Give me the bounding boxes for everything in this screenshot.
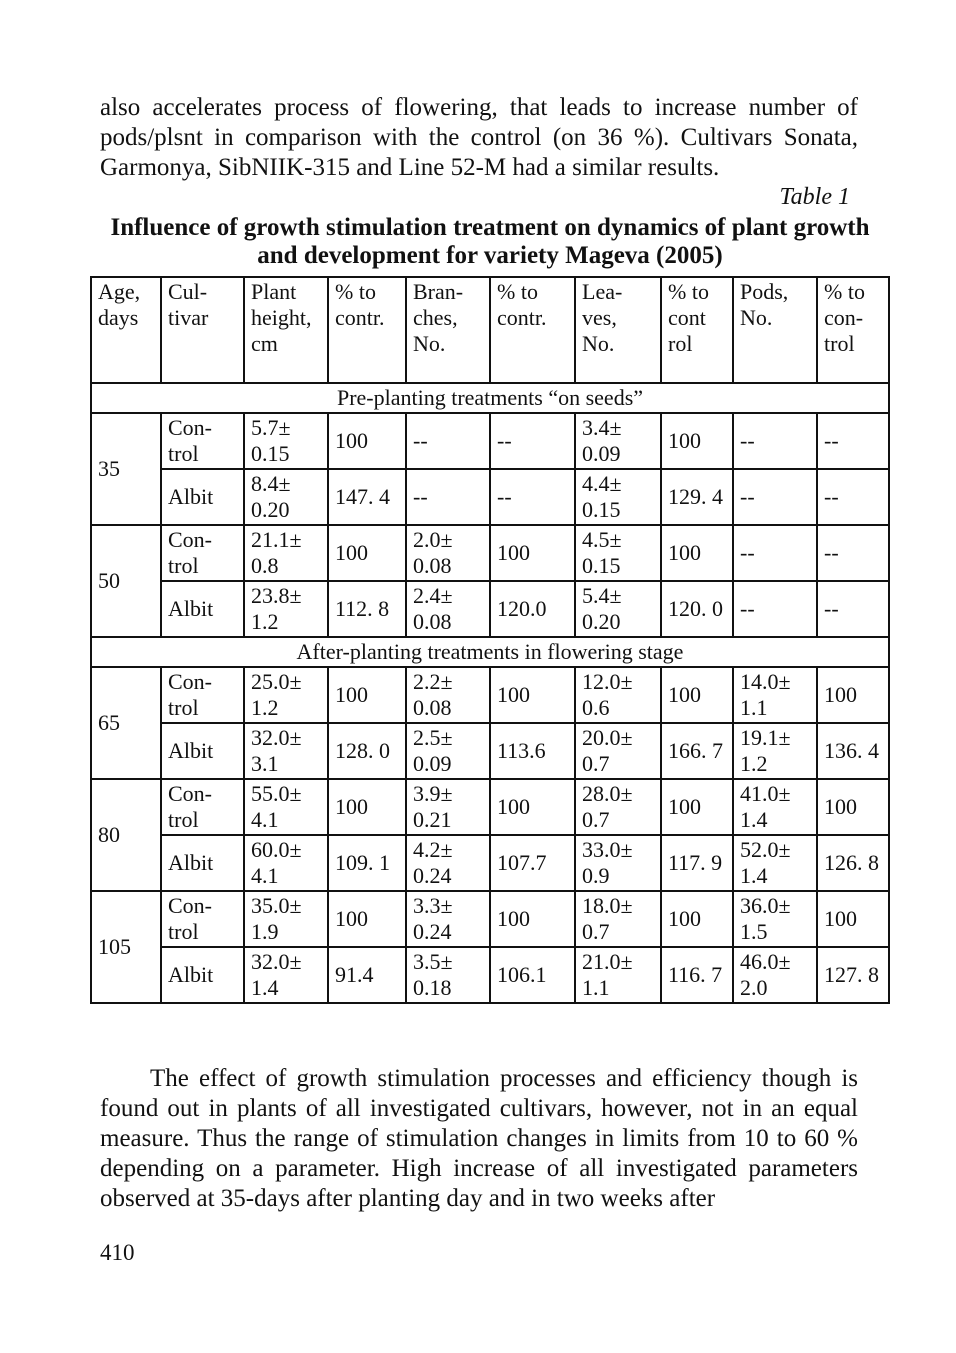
- cell-pods-pct: --: [817, 413, 889, 469]
- header-pods: Pods, No.: [733, 277, 817, 383]
- cell-branches-pct: 100: [490, 891, 575, 947]
- cell-branches: 2.4± 0.08: [406, 581, 490, 637]
- cell-age: 80: [91, 779, 161, 891]
- cell-cultivar: Albit: [161, 835, 244, 891]
- cell-pods-pct: --: [817, 525, 889, 581]
- cell-branches: 3.3± 0.24: [406, 891, 490, 947]
- cell-height-pct: 91.4: [328, 947, 406, 1003]
- cell-leaves-pct: 100: [661, 413, 733, 469]
- cell-branches: 2.5± 0.09: [406, 723, 490, 779]
- cell-leaves: 3.4± 0.09: [575, 413, 661, 469]
- cell-height: 23.8± 1.2: [244, 581, 328, 637]
- cell-pods-pct: --: [817, 581, 889, 637]
- cell-pods-pct: 100: [817, 667, 889, 723]
- cell-pods: 36.0± 1.5: [733, 891, 817, 947]
- cell-leaves: 4.5± 0.15: [575, 525, 661, 581]
- header-branches-pct: % to contr.: [490, 277, 575, 383]
- cell-leaves-pct: 100: [661, 667, 733, 723]
- cell-pods: 41.0± 1.4: [733, 779, 817, 835]
- cell-height: 55.0± 4.1: [244, 779, 328, 835]
- section-title: Pre-planting treatments “on seeds”: [91, 383, 889, 413]
- page-number: 410: [100, 1240, 135, 1265]
- cell-leaves: 21.0± 1.1: [575, 947, 661, 1003]
- cell-height-pct: 100: [328, 525, 406, 581]
- header-pods-pct: % to con-trol: [817, 277, 889, 383]
- cell-height: 25.0± 1.2: [244, 667, 328, 723]
- cell-leaves-pct: 100: [661, 525, 733, 581]
- cell-branches-pct: 100: [490, 667, 575, 723]
- cell-pods: 52.0± 1.4: [733, 835, 817, 891]
- header-leaves-pct: % to cont rol: [661, 277, 733, 383]
- cell-branches-pct: 113.6: [490, 723, 575, 779]
- header-cultivar: Cul-tivar: [161, 277, 244, 383]
- cell-pods: --: [733, 525, 817, 581]
- cell-branches: 2.0± 0.08: [406, 525, 490, 581]
- header-age: Age, days: [91, 277, 161, 383]
- cell-leaves: 12.0± 0.6: [575, 667, 661, 723]
- paragraph-top: also accelerates process of flowering, that leads to increase number of pods/plsnt in comparison with the control (on 36 %). Cultivars Sonata, Garmonya, SibNIIK-315 and Line 52-M had a similar results.: [100, 94, 858, 181]
- table-row: [91, 525, 889, 581]
- cell-leaves-pct: 166. 7: [661, 723, 733, 779]
- cell-pods-pct: 100: [817, 779, 889, 835]
- cell-branches-pct: 100: [490, 525, 575, 581]
- table-row: [91, 891, 889, 947]
- cell-branches-pct: --: [490, 413, 575, 469]
- cell-height-pct: 100: [328, 667, 406, 723]
- cell-age: 50: [91, 525, 161, 637]
- table-row: [91, 469, 889, 525]
- table-row: [91, 835, 889, 891]
- cell-age: 105: [91, 891, 161, 1003]
- cell-pods-pct: --: [817, 469, 889, 525]
- cell-height-pct: 100: [328, 413, 406, 469]
- cell-leaves-pct: 117. 9: [661, 835, 733, 891]
- cell-pods: 19.1± 1.2: [733, 723, 817, 779]
- cell-leaves: 18.0± 0.7: [575, 891, 661, 947]
- table-row: [91, 581, 889, 637]
- cell-height: 32.0± 1.4: [244, 947, 328, 1003]
- cell-leaves: 4.4± 0.15: [575, 469, 661, 525]
- cell-pods-pct: 136. 4: [817, 723, 889, 779]
- cell-branches-pct: 120.0: [490, 581, 575, 637]
- cell-height: 5.7± 0.15: [244, 413, 328, 469]
- cell-height: 32.0± 3.1: [244, 723, 328, 779]
- cell-cultivar: Albit: [161, 947, 244, 1003]
- cell-branches: 4.2± 0.24: [406, 835, 490, 891]
- table-header-row: [91, 277, 889, 383]
- header-height-pct: % to contr.: [328, 277, 406, 383]
- cell-pods: --: [733, 581, 817, 637]
- cell-leaves-pct: 100: [661, 779, 733, 835]
- cell-branches: 2.2± 0.08: [406, 667, 490, 723]
- cell-cultivar: Albit: [161, 581, 244, 637]
- cell-branches: --: [406, 469, 490, 525]
- cell-branches-pct: --: [490, 469, 575, 525]
- cell-leaves-pct: 129. 4: [661, 469, 733, 525]
- cell-leaves-pct: 100: [661, 891, 733, 947]
- section-title: After-planting treatments in flowering stage: [91, 637, 889, 667]
- cell-cultivar: Con-trol: [161, 779, 244, 835]
- cell-branches-pct: 107.7: [490, 835, 575, 891]
- cell-cultivar: Con-trol: [161, 891, 244, 947]
- cell-pods: --: [733, 413, 817, 469]
- cell-height: 35.0± 1.9: [244, 891, 328, 947]
- cell-leaves: 20.0± 0.7: [575, 723, 661, 779]
- cell-branches: 3.9± 0.21: [406, 779, 490, 835]
- cell-leaves-pct: 116. 7: [661, 947, 733, 1003]
- cell-leaves: 28.0± 0.7: [575, 779, 661, 835]
- table-row: [91, 723, 889, 779]
- header-branches: Bran-ches, No.: [406, 277, 490, 383]
- table-label: Table 1: [779, 184, 850, 210]
- cell-height-pct: 128. 0: [328, 723, 406, 779]
- cell-height: 60.0± 4.1: [244, 835, 328, 891]
- cell-branches-pct: 106.1: [490, 947, 575, 1003]
- cell-height: 8.4± 0.20: [244, 469, 328, 525]
- cell-cultivar: Con-trol: [161, 667, 244, 723]
- cell-branches: 3.5± 0.18: [406, 947, 490, 1003]
- cell-branches-pct: 100: [490, 779, 575, 835]
- cell-cultivar: Albit: [161, 723, 244, 779]
- header-plant-height: Plant height, cm: [244, 277, 328, 383]
- cell-cultivar: Albit: [161, 469, 244, 525]
- cell-branches: --: [406, 413, 490, 469]
- cell-leaves-pct: 120. 0: [661, 581, 733, 637]
- cell-leaves: 5.4± 0.20: [575, 581, 661, 637]
- cell-pods-pct: 127. 8: [817, 947, 889, 1003]
- cell-pods-pct: 100: [817, 891, 889, 947]
- section-row: [91, 383, 889, 413]
- cell-height-pct: 112. 8: [328, 581, 406, 637]
- header-leaves: Lea-ves, No.: [575, 277, 661, 383]
- table-title: Influence of growth stimulation treatment on dynamics of plant growth and development for variety Mageva (2005): [110, 214, 870, 269]
- table-row: [91, 947, 889, 1003]
- cell-pods: 14.0± 1.1: [733, 667, 817, 723]
- cell-height-pct: 109. 1: [328, 835, 406, 891]
- cell-pods: 46.0± 2.0: [733, 947, 817, 1003]
- cell-pods-pct: 126. 8: [817, 835, 889, 891]
- cell-height-pct: 147. 4: [328, 469, 406, 525]
- cell-leaves: 33.0± 0.9: [575, 835, 661, 891]
- cell-cultivar: Con-trol: [161, 525, 244, 581]
- cell-cultivar: Con-trol: [161, 413, 244, 469]
- cell-height: 21.1± 0.8: [244, 525, 328, 581]
- cell-age: 35: [91, 413, 161, 525]
- table-row: [91, 667, 889, 723]
- cell-pods: --: [733, 469, 817, 525]
- cell-height-pct: 100: [328, 891, 406, 947]
- cell-age: 65: [91, 667, 161, 779]
- paragraph-bottom: The effect of growth stimulation processes and efficiency though is found out in plants of all investigated cultivars, however, not in an equal measure. Thus the range of stimulation changes in limits from 10 to 60 % depending on a parameter. High increase of all investigated parameters observed at 35-days after planting day and in two weeks after: [100, 1065, 858, 1212]
- section-row: [91, 637, 889, 667]
- table-row: [91, 413, 889, 469]
- table-row: [91, 779, 889, 835]
- cell-height-pct: 100: [328, 779, 406, 835]
- data-table: [90, 276, 890, 1004]
